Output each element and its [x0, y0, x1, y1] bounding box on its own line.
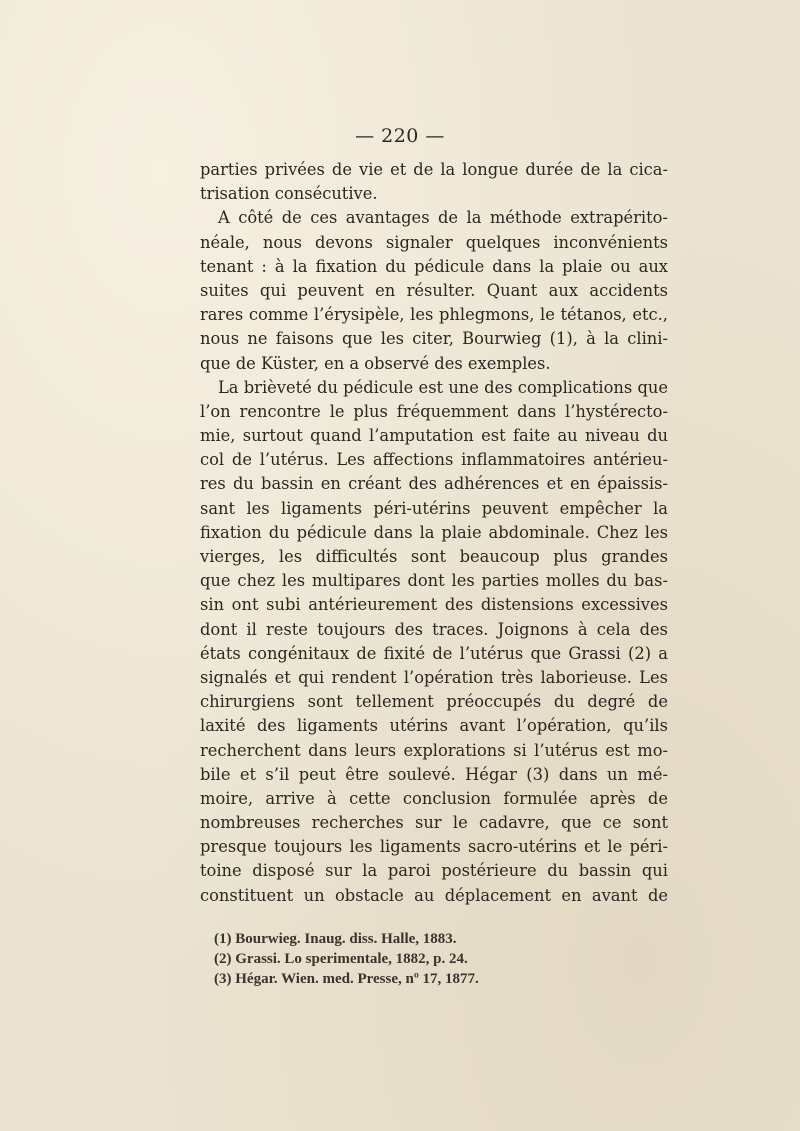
text-line: sin ont subi antérieurement des distensions excessives: [200, 595, 668, 615]
text-line: que chez les multipares dont les parties molles du bas-: [200, 571, 668, 591]
text-line: constituent un obstacle au déplacement en avant de: [200, 885, 668, 905]
text-line: états congénitaux de fixité de l’utérus que Grassi (2) a: [200, 643, 668, 663]
text-line: rares comme l’érysipèle, les phlegmons, le tétanos, etc.,: [200, 305, 668, 325]
text-line: trisation consécutive.: [200, 184, 378, 204]
text-line: nombreuses recherches sur le cadavre, que ce sont: [200, 813, 668, 833]
footnote: (2) Grassi. Lo sperimentale, 1882, p. 24.: [214, 951, 468, 967]
text-line: moire, arrive à cette conclusion formulée après de: [200, 788, 668, 808]
text-line: laxité des ligaments utérins avant l’opération, qu’ils: [200, 716, 668, 736]
text-line: dont il reste toujours des traces. Joignons à cela des: [200, 619, 668, 639]
text-line: vierges, les difficultés sont beaucoup plus grandes: [200, 547, 668, 566]
text-line: A côté de ces avantages de la méthode extrapérito-: [218, 208, 668, 228]
body-text: [200, 158, 668, 908]
text-line: recherchent dans leurs explorations si l’utérus est mo-: [200, 740, 668, 760]
text-line: néale, nous devons signaler quelques inconvénients: [200, 232, 668, 252]
text-line: presque toujours les ligaments sacro-utérins et le péri-: [200, 837, 668, 857]
text-line: col de l’utérus. Les affections inflammatoires antérieu-: [200, 450, 668, 470]
text-line: toine disposé sur la paroi postérieure du bassin qui: [200, 861, 668, 881]
footnote: (3) Hégar. Wien. med. Presse, nº 17, 1877.: [214, 971, 479, 987]
page-number: — 220 —: [355, 125, 445, 147]
text-line: La brièveté du pédicule est une des complications que: [218, 377, 668, 397]
text-line: l’on rencontre le plus fréquemment dans l’hystérecto-: [200, 401, 668, 421]
text-line: tenant : à la fixation du pédicule dans la plaie ou aux: [200, 256, 668, 276]
text-line: parties privées de vie et de la longue durée de la cica-: [200, 160, 668, 179]
footnote: (1) Bourwieg. Inaug. diss. Halle, 1883.: [214, 931, 457, 947]
text-line: bile et s’il peut être soulevé. Hégar (3) dans un mé-: [200, 764, 668, 784]
text-line: nous ne faisons que les citer, Bourwieg (1), à la clini-: [200, 329, 668, 349]
text-line: que de Küster, en a observé des exemples.: [200, 353, 551, 373]
text-line: signalés et qui rendent l’opération très laborieuse. Les: [200, 667, 668, 687]
text-line: sant les ligaments péri-utérins peuvent empêcher la: [200, 498, 668, 518]
footnotes: [214, 929, 634, 989]
text-line: chirurgiens sont tellement préoccupés du degré de: [200, 692, 668, 712]
text-line: fixation du pédicule dans la plaie abdominale. Chez les: [200, 522, 668, 542]
text-line: suites qui peuvent en résulter. Quant aux accidents: [200, 280, 668, 300]
text-line: mie, surtout quand l’amputation est faite au niveau du: [200, 426, 668, 446]
text-line: res du bassin en créant des adhérences et en épaissis-: [200, 474, 668, 494]
